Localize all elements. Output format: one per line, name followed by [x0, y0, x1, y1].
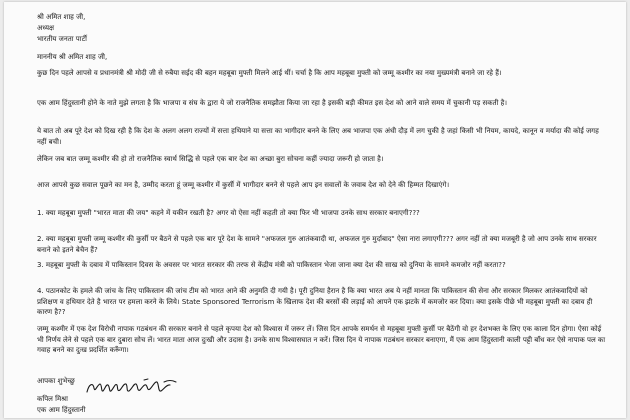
signer-name: कपिल मिश्रा: [37, 395, 68, 403]
question-3: 3. महबूबा मुफ्ती के दबाव में पाकिस्तान दिवस के अवसर पर भारत सरकार की तरफ से केंद्रीय मंत्री को पाकिस्तान भेजा जाना क्या देश की साख को दुनिया के सामने कमजोर नहीं करता??: [37, 261, 506, 269]
paragraph-4: लेकिन जब बात जम्मू कश्मीर की हो तो राजनैतिक स्वार्थ सिद्धि से पहले एक बार देश का अच्छा बुरा सोचना कहीं ज्यादा जरूरी हो जाता है।: [37, 155, 384, 163]
question-1: 1. क्या महबूबा मुफ्ती "भारत माता की जय" कहने में यकीन रखती है? अगर वो ऐसा नहीं कहती तो क्या फिर भी भाजपा उनके साथ सरकार बनाएगी???: [37, 209, 420, 217]
question-2: 2. क्या महबूबा मुफ्ती जम्मू कश्मीर की कुर्सी पर बैठने से पहले एक बार पूरे देश के सामने "अफजल गुरु आतंकवादी था, अफजल गुरु मुर्दाबाद" ऐसा नारा लगाएगी??? अगर नहीं तो क्या मजबूरी है जो आप उनके साथ सरकार बनाने को इतने बेचैन हैं?: [37, 235, 597, 254]
addressee-name: श्री अमित शाह जी,: [37, 13, 86, 21]
closing-paragraph: जम्मू कश्मीर में एक देश विरोधी नापाक गठबंधन की सरकार बनाने से पहले कृपया देश को विश्वास में जरूर लें। जिस दिन आपके समर्थन से महबूबा मुफ्ती कुर्सी पर बैठेंगी वो हर देशभक्त के लिए एक काला दिन होगा। ऐसा कोई भी निर्णय लेने से पहले एक बार दुबारा सोच लें। भारत माता आज दुःखी और उदास है। उनके साथ विश्वासघात न करें। जिस दिन ये नापाक गठबंधन सरकार बनाएगा, मैं एक आम हिंदुस्तानी काली पट्टी बाँध कर ऐसे नापाक पल का गवाह बनने का दुःख प्रदर्शित करूँगा।: [37, 325, 606, 354]
signer-description: एक आम हिंदुस्तानी: [37, 406, 86, 414]
addressee-party: भारतीय जनता पार्टी: [37, 35, 87, 43]
handwritten-signature: [84, 376, 184, 398]
salutation: माननीय श्री अमित शाह जी,: [37, 53, 108, 61]
paragraph-3: ये बात तो अब पूरे देश को दिख रही है कि देश के अलग अलग राज्यों में सत्ता हथियाने या सत्ता का भागीदार बनने के लिए अब भाजपा एक अंधी दौड़ में लग चुकी है जहां किसी भी नियम, कायदे, कानून व मर्यादा की कोई जगह नहीं बची।: [37, 127, 599, 146]
paragraph-1: कुछ दिन पहले आपसे व प्रधानमंत्री श्री मोदी जी से रुबैया सईद की बहन महबूबा मुफ्ती मिलने आई थीं। चर्चा है कि आप महबूबा मुफ्ती को जम्मू कश्मीर का नया मुख्यमंत्री बनाने जा रहे हैं।: [37, 69, 502, 77]
paragraph-5: आज आपसे कुछ सवाल पूछने का मन है, उम्मीद करता हूं जम्मू कश्मीर में कुर्सी में भागीदार बनने से पहले आप इन सवालों के जवाब देश को देने की हिम्मत दिखाएंगे।: [37, 181, 450, 189]
sign-off: आपका शुभेच्छु: [37, 377, 75, 385]
addressee-title: अध्यक्ष: [37, 24, 55, 32]
question-4: 4. पठानकोट के हमले की जांच के लिए पाकिस्तान की जांच टीम को भारत आने की अनुमति दी गयी है। पूरी दुनिया हैरान है कि क्या भारत अब ये नहीं मानता कि पाकिस्तान की सेना और सरकार मिलकर आतंकवादियों को प्रशिक्षण व हथियार देते है भारत पर हमला करने के लिये। State Sponsored Terrorism के खिलाफ देश की बरसों की लड़ाई को आपने एक झटके में कमजोर कर दिया। क्या इसके पीछे भी महबूबा मुफ्ती का दबाव ही कारण है??: [37, 287, 593, 316]
paragraph-2: एक आम हिंदुस्तानी होने के नाते मुझे लगता है कि भाजपा व संघ के द्वारा ये जो राजनैतिक समझौता किया जा रहा है इसकी बड़ी कीमत इस देश को आने वाले समय में चुकानी पड़ सकती है।: [37, 99, 507, 107]
letter-page: [4, 2, 626, 418]
